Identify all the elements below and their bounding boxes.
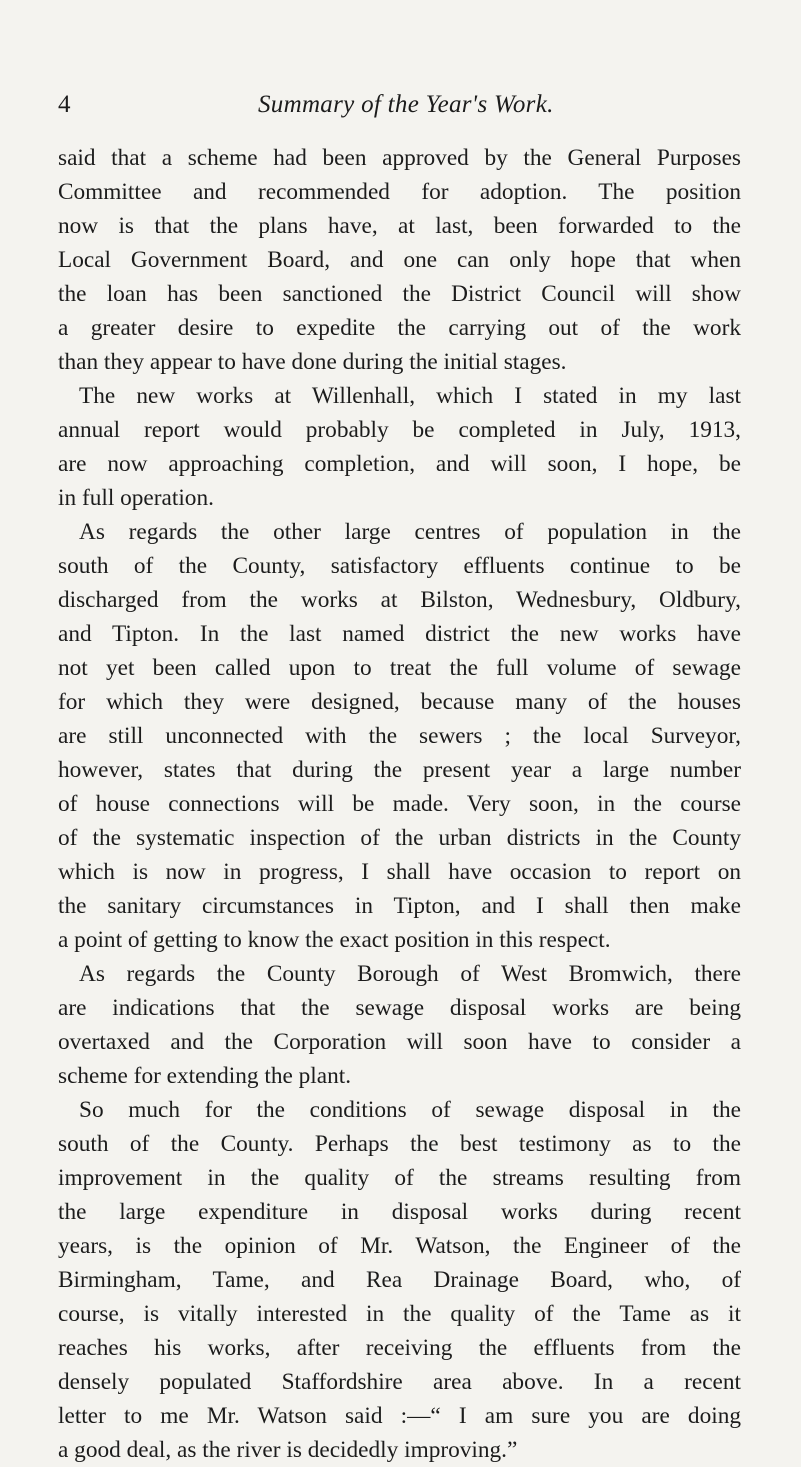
text-line: Local Government Board, and one can only hope that when	[58, 247, 741, 273]
text-line: the loan has been sanctioned the District Council will show	[58, 281, 741, 307]
text-line: than they appear to have done during the initial stages.	[58, 349, 567, 375]
text-line: a greater desire to expedite the carrying out of the work	[58, 315, 741, 341]
text-line: south of the County. Perhaps the best testimony as to the	[58, 1131, 741, 1157]
text-line: a point of getting to know the exact position in this respect.	[58, 927, 611, 953]
text-line: said that a scheme had been approved by the General Purposes	[58, 145, 741, 171]
text-line: annual report would probably be completed in July, 1913,	[58, 417, 741, 443]
text-line: not yet been called upon to treat the full volume of sewage	[58, 655, 741, 681]
text-line: discharged from the works at Bilston, Wednesbury, Oldbury,	[58, 587, 741, 613]
page-number: 4	[58, 91, 71, 118]
text-line: which is now in progress, I shall have occasion to report on	[58, 859, 741, 885]
text-line: So much for the conditions of sewage disposal in the	[79, 1097, 741, 1123]
text-line: overtaxed and the Corporation will soon have to consider a	[58, 1029, 741, 1055]
text-line: a good deal, as the river is decidedly improving.”	[58, 1437, 518, 1463]
text-line: the sanitary circumstances in Tipton, and I shall then make	[58, 893, 741, 919]
text-line: are indications that the sewage disposal works are being	[58, 995, 741, 1021]
text-line: of the systematic inspection of the urban districts in the County	[58, 825, 741, 851]
text-line: scheme for extending the plant.	[58, 1063, 352, 1089]
text-line: are now approaching completion, and will soon, I hope, be	[58, 451, 741, 477]
text-line: south of the County, satisfactory effluents continue to be	[58, 553, 741, 579]
text-line: Committee and recommended for adoption. The position	[58, 179, 741, 205]
text-line: however, states that during the present year a large number	[58, 757, 741, 783]
text-line: for which they were designed, because many of the houses	[58, 689, 741, 715]
text-line: are still unconnected with the sewers ; the local Surveyor,	[58, 723, 741, 749]
text-line: Birmingham, Tame, and Rea Drainage Board, who, of	[58, 1267, 741, 1293]
text-line: now is that the plans have, at last, been forwarded to the	[58, 213, 741, 239]
running-head	[58, 88, 738, 122]
text-line: letter to me Mr. Watson said :—“ I am sure you are doing	[58, 1403, 741, 1429]
text-line: and Tipton. In the last named district the new works have	[58, 621, 741, 647]
text-line: As regards the County Borough of West Bromwich, there	[79, 961, 741, 987]
text-line: years, is the opinion of Mr. Watson, the Engineer of the	[58, 1233, 741, 1259]
text-line: course, is vitally interested in the quality of the Tame as it	[58, 1301, 741, 1327]
text-line: As regards the other large centres of population in the	[79, 519, 741, 545]
text-line: in full operation.	[58, 485, 214, 511]
running-title: Summary of the Year's Work.	[258, 91, 554, 118]
body-text	[58, 141, 741, 1467]
text-line: reaches his works, after receiving the effluents from the	[58, 1335, 741, 1361]
text-line: of house connections will be made. Very soon, in the course	[58, 791, 741, 817]
text-line: improvement in the quality of the streams resulting from	[58, 1165, 741, 1191]
text-line: densely populated Staffordshire area above. In a recent	[58, 1369, 741, 1395]
text-line: the large expenditure in disposal works during recent	[58, 1199, 741, 1225]
text-line: The new works at Willenhall, which I stated in my last	[79, 383, 741, 409]
